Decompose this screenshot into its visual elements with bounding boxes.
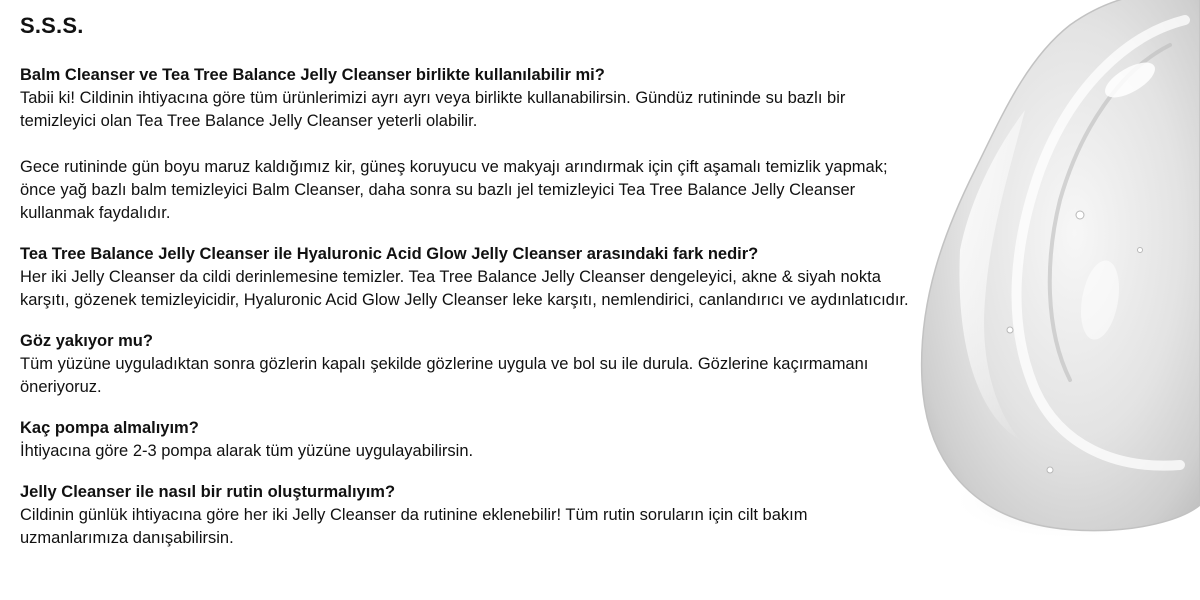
gel-bubble	[1138, 248, 1143, 253]
faq-answer	[20, 266, 910, 312]
jelly-cleanser-gel-image	[900, 0, 1200, 560]
faq-answer-paragraph: İhtiyacına göre 2-3 pompa alarak tüm yüzüne uygulayabilirsin.	[20, 442, 474, 460]
faq-question: Göz yakıyor mu?	[20, 332, 153, 350]
faq-item	[20, 481, 910, 550]
faq-question: Tea Tree Balance Jelly Cleanser ile Hyaluronic Acid Glow Jelly Cleanser arasındaki fark nedir?	[20, 245, 759, 263]
faq-item	[20, 330, 910, 399]
faq-question: Balm Cleanser ve Tea Tree Balance Jelly Cleanser birlikte kullanılabilir mi?	[20, 66, 605, 84]
faq-answer	[20, 440, 910, 463]
gel-bubble	[1007, 327, 1013, 333]
gel-bubble	[1047, 467, 1053, 473]
faq-answer	[20, 504, 910, 550]
gel-bubble	[1076, 211, 1084, 219]
faq-question: Jelly Cleanser ile nasıl bir rutin oluşturmalıyım?	[20, 483, 396, 501]
faq-item	[20, 64, 910, 225]
faq-item	[20, 243, 910, 312]
faq-question: Kaç pompa almalıyım?	[20, 419, 199, 437]
faq-answer-paragraph: Tabii ki! Cildinin ihtiyacına göre tüm ürünlerimizi ayrı ayrı veya birlikte kullanabilirsin. Gündüz rutininde su bazlı bir temizleyici olan Tea Tree Balance Jelly Cleanser yeterli olabilir.	[20, 89, 846, 130]
faq-item	[20, 417, 910, 463]
faq-list	[20, 64, 910, 550]
faq-answer	[20, 87, 910, 225]
faq-answer-paragraph: Her iki Jelly Cleanser da cildi derinlemesine temizler. Tea Tree Balance Jelly Cleanser dengeleyici, akne & siyah nokta karşıtı, gözenek temizleyicidir, Hyaluronic Acid Glow Jelly Cleanser leke karşıtı, nemlendirici, canlandırıcı ve aydınlatıcıdır.	[20, 268, 909, 309]
faq-content	[20, 12, 910, 568]
faq-answer-paragraph: Cildinin günlük ihtiyacına göre her iki Jelly Cleanser da rutinine eklenebilir! Tüm rutin soruların için cilt bakım uzmanlarımıza danışabilirsin.	[20, 506, 808, 547]
faq-answer-paragraph: Tüm yüzüne uyguladıktan sonra gözlerin kapalı şekilde gözlerine uygula ve bol su ile durula. Gözlerine kaçırmamanı öneriyoruz.	[20, 355, 869, 396]
page-title: S.S.S.	[20, 13, 84, 38]
faq-answer	[20, 353, 910, 399]
faq-answer-paragraph: Gece rutininde gün boyu maruz kaldığımız kir, güneş koruyucu ve makyajı arındırmak için çift aşamalı temizlik yapmak; önce yağ bazlı balm temizleyici Balm Cleanser, daha sonra su bazlı jel temizleyici Tea Tree Balance Jelly Cleanser kullanmak faydalıdır.	[20, 158, 888, 222]
